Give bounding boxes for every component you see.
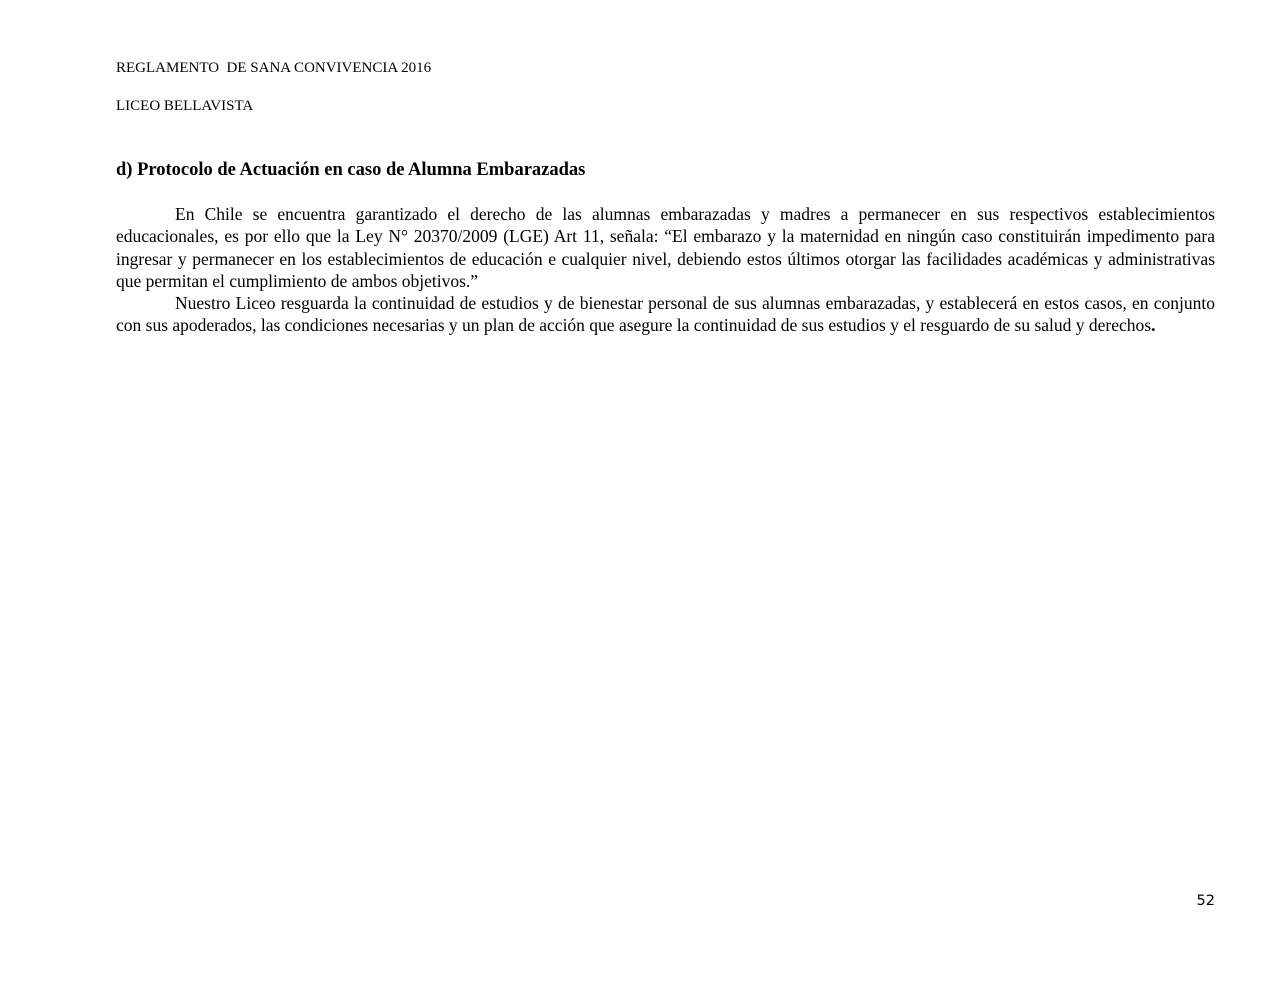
paragraph-1-text: En Chile se encuentra garantizado el derecho de las alumnas embarazadas y madres a permanecer en sus respectivos establecimientos educacionales, es por ello que la Ley N° 20370/2009 (LGE) Art 11, señala: “El embarazo y la maternidad en ningún caso constituirán impedimento para ingresar y permanecer en los establecimientos de educación e cualquier nivel, debiendo estos últimos otorgar las facilidades académicas y administrativas que permitan el cumplimiento de ambos objetivos.”: [116, 204, 1215, 291]
header-regulation-title: REGLAMENTO DE SANA CONVIVENCIA 2016: [116, 60, 432, 76]
paragraph-2-final-period: .: [1151, 315, 1156, 336]
paragraph-2: [116, 292, 1215, 337]
section-title: d) Protocolo de Actuación en caso de Alumna Embarazadas: [116, 160, 586, 180]
section-body: [116, 203, 1215, 337]
header-school-name: LICEO BELLAVISTA: [116, 98, 254, 114]
page-number: 52: [1196, 893, 1215, 909]
paragraph-2-text: Nuestro Liceo resguarda la continuidad de estudios y de bienestar personal de sus alumnas embarazadas, y establecerá en estos casos, en conjunto con sus apoderados, las condiciones necesarias y un plan de acción que asegure la continuidad de sus estudios y el resguardo de su salud y derechos: [116, 293, 1215, 336]
paragraph-1: [116, 203, 1215, 292]
